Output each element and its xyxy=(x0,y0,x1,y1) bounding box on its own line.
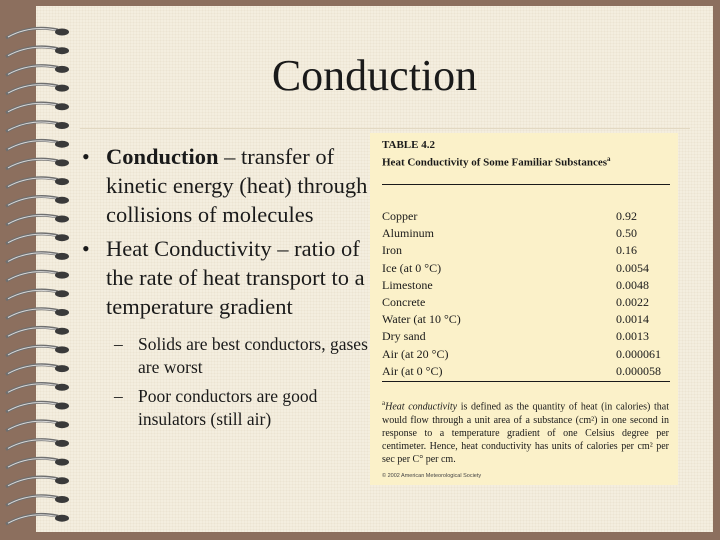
bullet-list xyxy=(82,142,372,437)
binding-ring xyxy=(6,159,69,169)
binding-ring xyxy=(6,477,69,487)
binding-ring xyxy=(6,309,69,319)
conductivity-cell: 0.0013 xyxy=(616,329,649,344)
table-caption-mark: a xyxy=(607,155,611,163)
footnote-term: Heat conductivity xyxy=(385,401,458,413)
table-caption: Heat Conductivity of Some Familiar Substances xyxy=(382,156,607,169)
bullet-dot-icon: • xyxy=(82,236,90,261)
binding-ring xyxy=(6,140,69,150)
conductivity-cell: 0.50 xyxy=(616,226,637,241)
substance-cell: Aluminum xyxy=(382,226,435,241)
substance-cell: Water (at 10 °C) xyxy=(382,312,461,327)
table-body xyxy=(382,208,669,380)
table-row xyxy=(382,277,669,294)
conductivity-cell: 0.16 xyxy=(616,243,637,258)
bullet-text: – transfer of kinetic energy (heat) through collisions of molecules xyxy=(106,144,368,227)
binding-ring xyxy=(6,327,69,337)
binding-ring xyxy=(6,253,69,263)
bullet-dot-icon: • xyxy=(82,144,90,169)
conductivity-cell: 0.0014 xyxy=(616,312,649,327)
conductivity-cell: 0.0054 xyxy=(616,260,649,275)
bullet-heat-conductivity xyxy=(82,234,372,321)
conductivity-cell: 0.0048 xyxy=(616,277,649,292)
table-label: TABLE 4.2 xyxy=(382,139,435,151)
binding-ring xyxy=(6,197,69,207)
binding-ring xyxy=(6,458,69,468)
table-credit: © 2002 American Meteorological Society xyxy=(382,473,482,479)
binding-ring xyxy=(6,178,69,188)
table-row xyxy=(382,242,669,259)
binding-ring xyxy=(6,514,69,524)
table-heading xyxy=(382,138,611,170)
table-row xyxy=(382,363,669,380)
footnote-mark: a xyxy=(382,399,386,407)
bullet-conduction xyxy=(82,142,372,229)
table-row xyxy=(382,294,669,311)
binding-ring xyxy=(6,290,69,300)
bullet-text: Heat Conductivity – ratio of the rate of heat transport to a temperature gradient xyxy=(106,236,365,319)
substance-cell: Concrete xyxy=(382,294,426,309)
substance-cell: Air (at 0 °C) xyxy=(382,363,443,378)
binding-ring xyxy=(6,215,69,225)
binding-ring xyxy=(6,496,69,506)
table-row xyxy=(382,346,669,363)
conductivity-cell: 0.000058 xyxy=(616,363,661,378)
binding-ring xyxy=(6,271,69,281)
conductivity-table xyxy=(370,133,678,485)
sub-bullet-text: Solids are best conductors, gases are worst xyxy=(138,334,368,377)
binding-ring xyxy=(6,234,69,244)
dash-icon: – xyxy=(114,334,123,354)
conductivity-cell: 0.92 xyxy=(616,209,637,223)
conductivity-cell: 0.000061 xyxy=(616,346,661,361)
binding-ring xyxy=(6,28,69,38)
sub-bullet xyxy=(114,385,372,431)
table-row xyxy=(382,311,669,328)
table-bottom-rule xyxy=(382,381,670,382)
bullet-term: Conduction xyxy=(106,144,219,169)
sub-bullet-list xyxy=(82,333,372,431)
binding-ring xyxy=(6,440,69,450)
binding-ring xyxy=(6,103,69,113)
binding-ring xyxy=(6,402,69,412)
table-row xyxy=(382,328,669,345)
sub-bullet-text: Poor conductors are good insulators (still air) xyxy=(138,386,318,429)
substance-cell: Iron xyxy=(382,243,402,258)
table-row xyxy=(382,208,669,225)
sub-bullet xyxy=(114,333,372,379)
dash-icon: – xyxy=(114,386,123,406)
binding-ring xyxy=(6,346,69,356)
table-top-rule xyxy=(382,184,670,185)
title-divider xyxy=(80,128,690,129)
slide-title: Conduction xyxy=(271,51,478,100)
binding-ring xyxy=(6,365,69,375)
substance-cell: Dry sand xyxy=(382,329,426,344)
substance-cell: Ice (at 0 °C) xyxy=(382,260,442,275)
table-footnote xyxy=(382,397,669,466)
conductivity-cell: 0.0022 xyxy=(616,294,649,309)
table-row xyxy=(382,225,669,242)
substance-cell: Air (at 20 °C) xyxy=(382,346,449,361)
footnote-text: is defined as the quantity of heat (in calories) that would flow through a unit area of a substance (cm²) in one second in response to a temperature gradient of one Celsius degree per centimeter. Hence, heat conductivity has units of calories per cm² per sec per C° per cm. xyxy=(382,401,669,466)
substance-cell: Copper xyxy=(382,209,418,223)
table-row xyxy=(382,260,669,277)
table-caption-line xyxy=(382,152,611,170)
binding-ring xyxy=(6,384,69,394)
substance-cell: Limestone xyxy=(382,277,433,292)
binding-ring xyxy=(6,421,69,431)
binding-ring xyxy=(6,122,69,132)
